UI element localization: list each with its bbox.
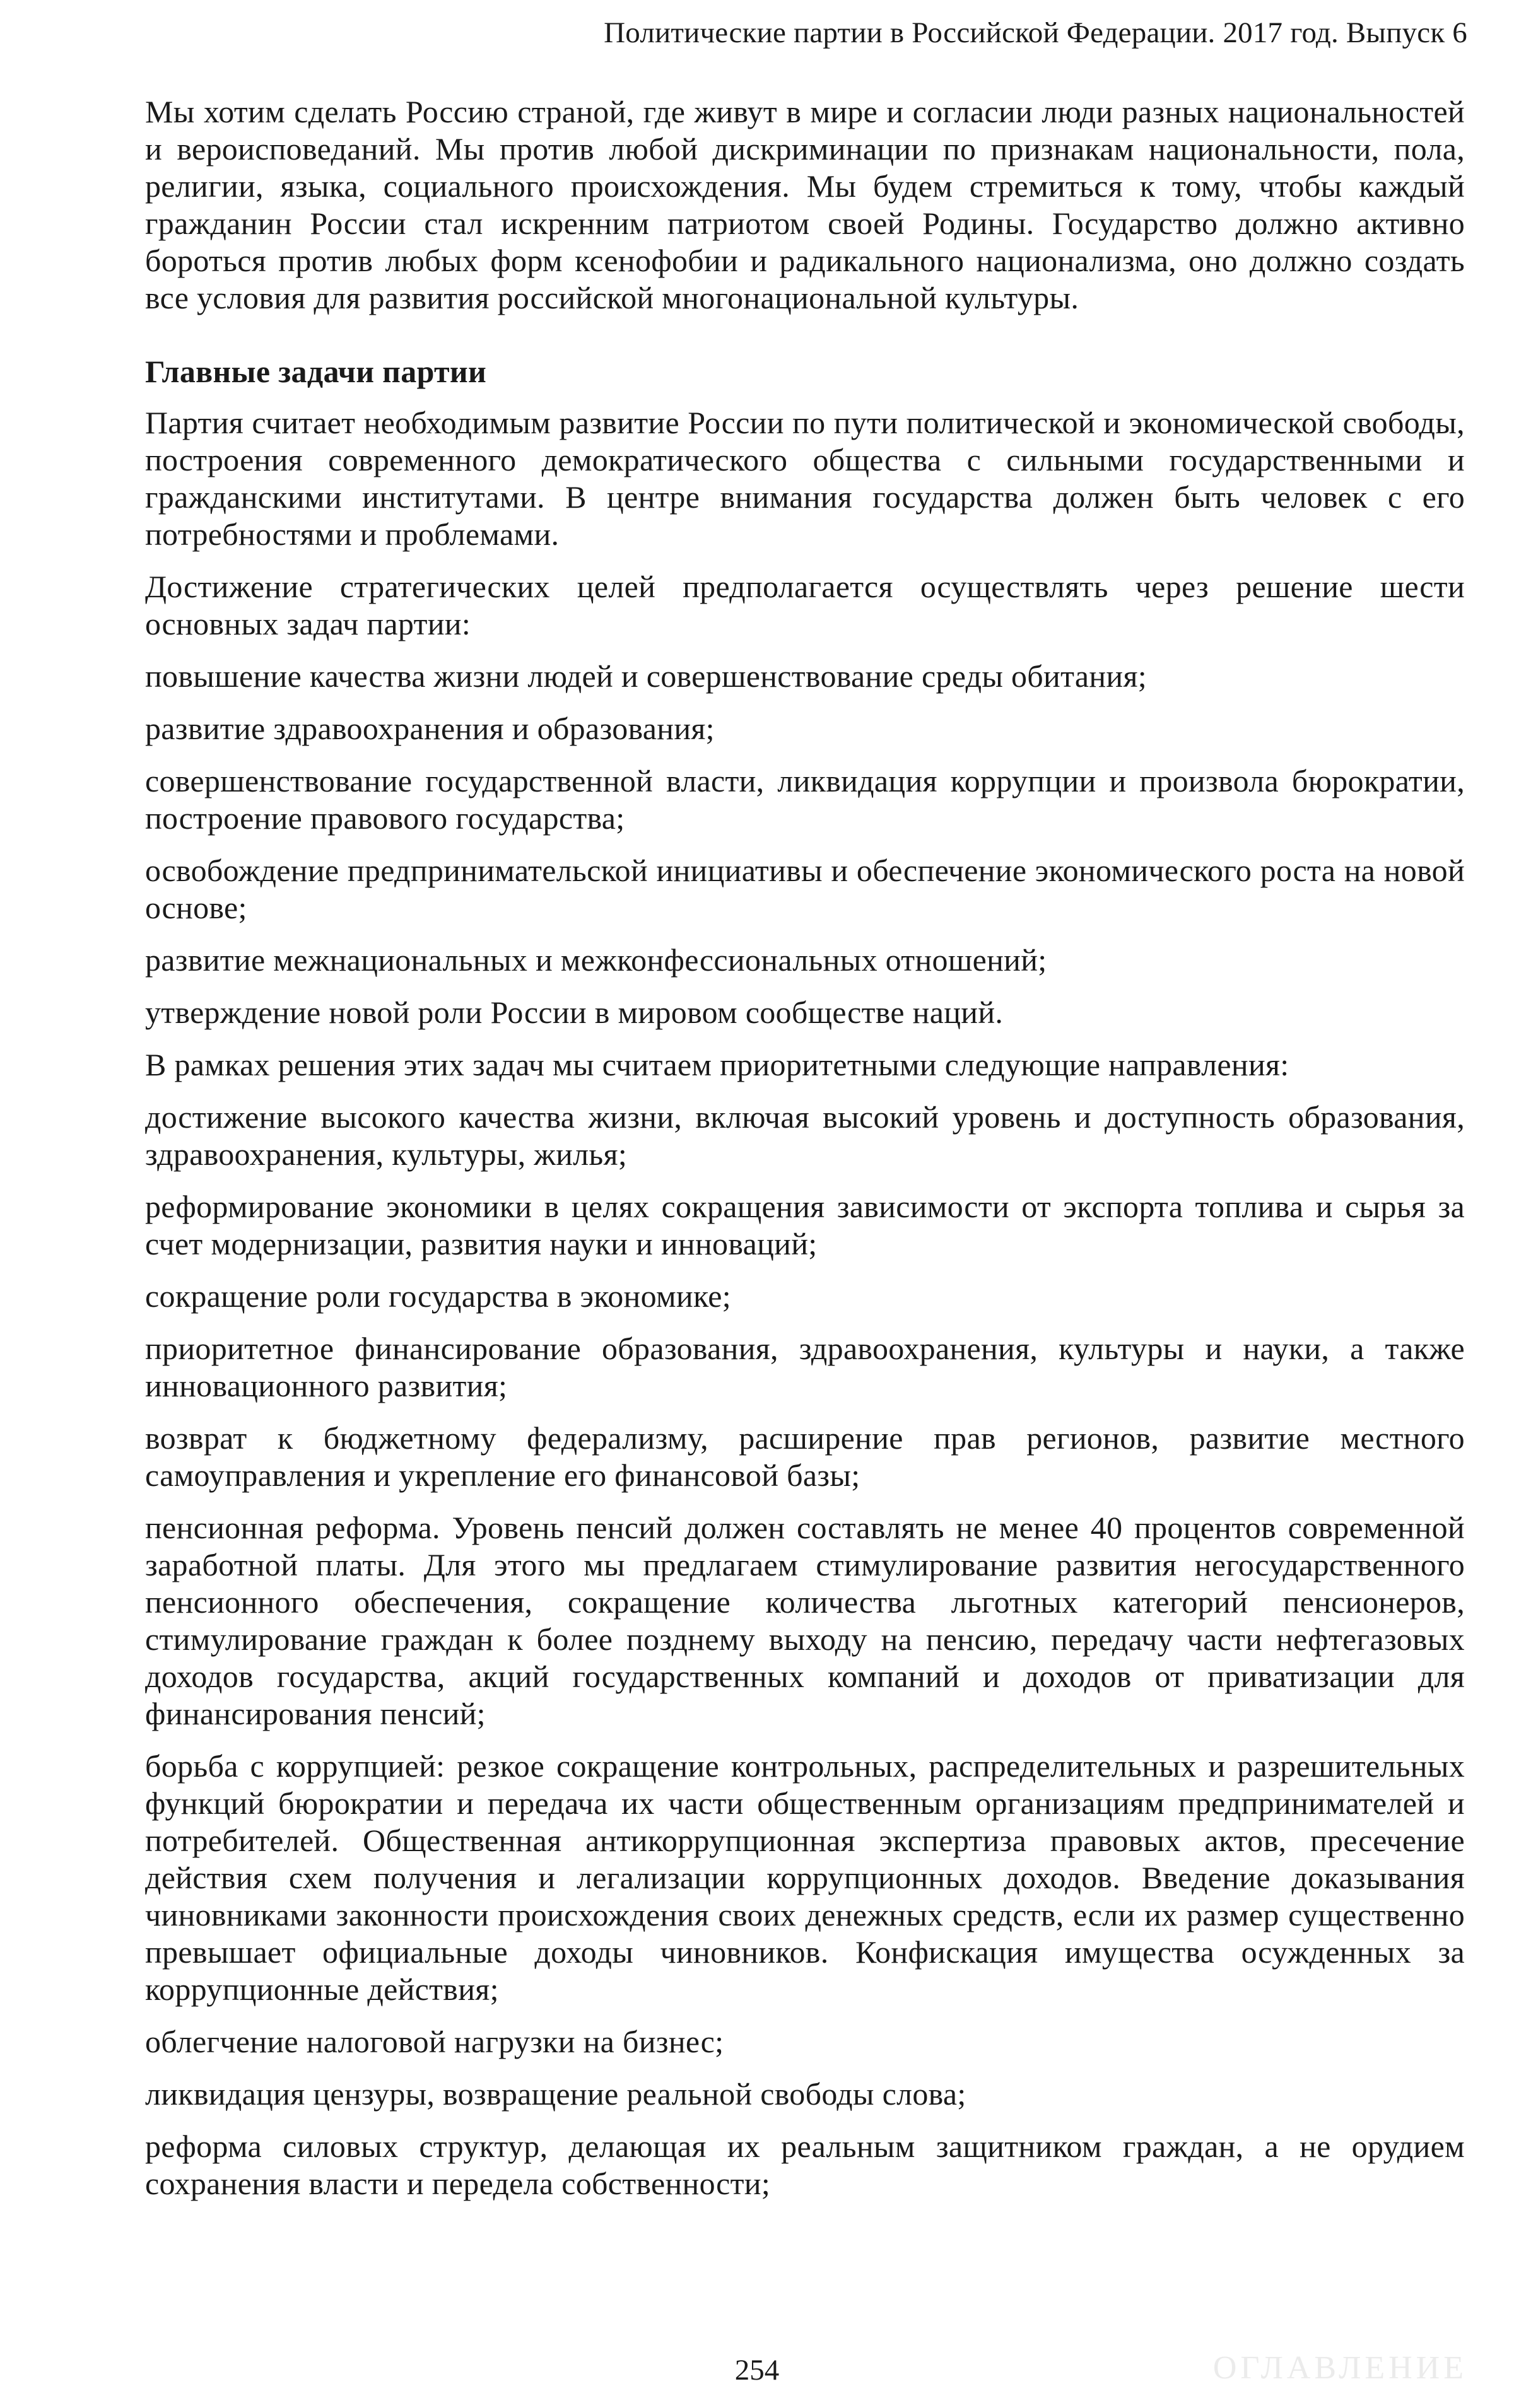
paragraph: Партия считает необходимым развитие России по пути политической и экономической свободы, построения современного демократического общества с сильными государственными и гражданскими институтами. В центре внимания государства должен быть человек с его потребностями и проблемами. xyxy=(145,405,1465,552)
list-item: пенсионная реформа. Уровень пенсий должен составлять не менее 40 процентов современной заработной платы. Для этого мы предлагаем стимулирование развития негосударственного пенсионного обеспечения, сокращение количества льготных категорий пенсионеров, стимулирование граждан к более позднему выходу на пенсию, передачу части нефтегазовых доходов государства, акций государственных компаний и доходов от приватизации для финансирования пенсий; xyxy=(145,1510,1465,1731)
paragraph: Достижение стратегических целей предполагается осуществлять через решение шести основных задач партии: xyxy=(145,569,1465,641)
list-item: приоритетное финансирование образования, здравоохранения, культуры и науки, а также инновационного развития; xyxy=(145,1331,1465,1403)
list-item: возврат к бюджетному федерализму, расширение прав регионов, развитие местного самоуправления и укрепление его финансовой базы; xyxy=(145,1420,1465,1493)
list-item: развитие межнациональных и межконфессиональных отношений; xyxy=(145,942,1047,978)
intro-paragraph: Мы хотим сделать Россию страной, где живут в мире и согласии люди разных национальностей и вероисповеданий. Мы против любой дискриминации по признакам национальности, пола, религии, языка, социального происхождения. Мы будем стремиться к тому, чтобы каждый гражданин России стал искренним патриотом своей Родины. Государство должно активно бороться против любых форм ксенофобии и радикального национализма, оно должно создать все условия для развития российской многонациональной культуры. xyxy=(145,94,1465,315)
list-item: утверждение новой роли России в мировом сообществе наций. xyxy=(145,995,1004,1030)
list-item: освобождение предпринимательской инициативы и обеспечение экономического роста на новой основе; xyxy=(145,853,1465,925)
page-body xyxy=(145,93,1465,2218)
list-item: реформа силовых структур, делающая их реальным защитником граждан, а не орудием сохранения власти и передела собственности; xyxy=(145,2129,1465,2201)
paragraph: В рамках решения этих задач мы считаем приоритетными следующие направления: xyxy=(145,1047,1289,1082)
page-number: 254 xyxy=(734,2354,780,2387)
running-head: Политические партии в Российской Федерации. 2017 год. Выпуск 6 xyxy=(604,16,1467,49)
list-item: реформирование экономики в целях сокращения зависимости от экспорта топлива и сырья за счет модернизации, развития науки и инноваций; xyxy=(145,1189,1465,1261)
list-item: совершенствование государственной власти, ликвидация коррупции и произвола бюрократии, построение правового государства; xyxy=(145,763,1465,836)
toc-link[interactable]: ОГЛАВЛЕНИЕ xyxy=(1212,2350,1467,2386)
list-item: повышение качества жизни людей и совершенствование среды обитания; xyxy=(145,658,1147,694)
section-heading: Главные задачи партии xyxy=(145,354,487,389)
list-item: ликвидация цензуры, возвращение реальной свободы слова; xyxy=(145,2076,966,2112)
list-item: сокращение роли государства в экономике; xyxy=(145,1278,731,1314)
list-item: облегчение налоговой нагрузки на бизнес; xyxy=(145,2024,724,2059)
list-item: борьба с коррупцией: резкое сокращение контрольных, распределительных и разрешительных функций бюрократии и передача их части общественным организациям предпринимателей и потребителей. Общественная антикоррупционная экспертиза правовых актов, пресечение действия схем получения и легализации коррупционных доходов. Введение доказывания чиновниками законности происхождения своих денежных средств, если их размер существенно превышает официальные доходы чиновников. Конфискация имущества осужденных за коррупционные действия; xyxy=(145,1748,1465,2007)
list-item: развитие здравоохранения и образования; xyxy=(145,711,715,746)
list-item: достижение высокого качества жизни, включая высокий уровень и доступность образования, здравоохранения, культуры, жилья; xyxy=(145,1099,1465,1172)
